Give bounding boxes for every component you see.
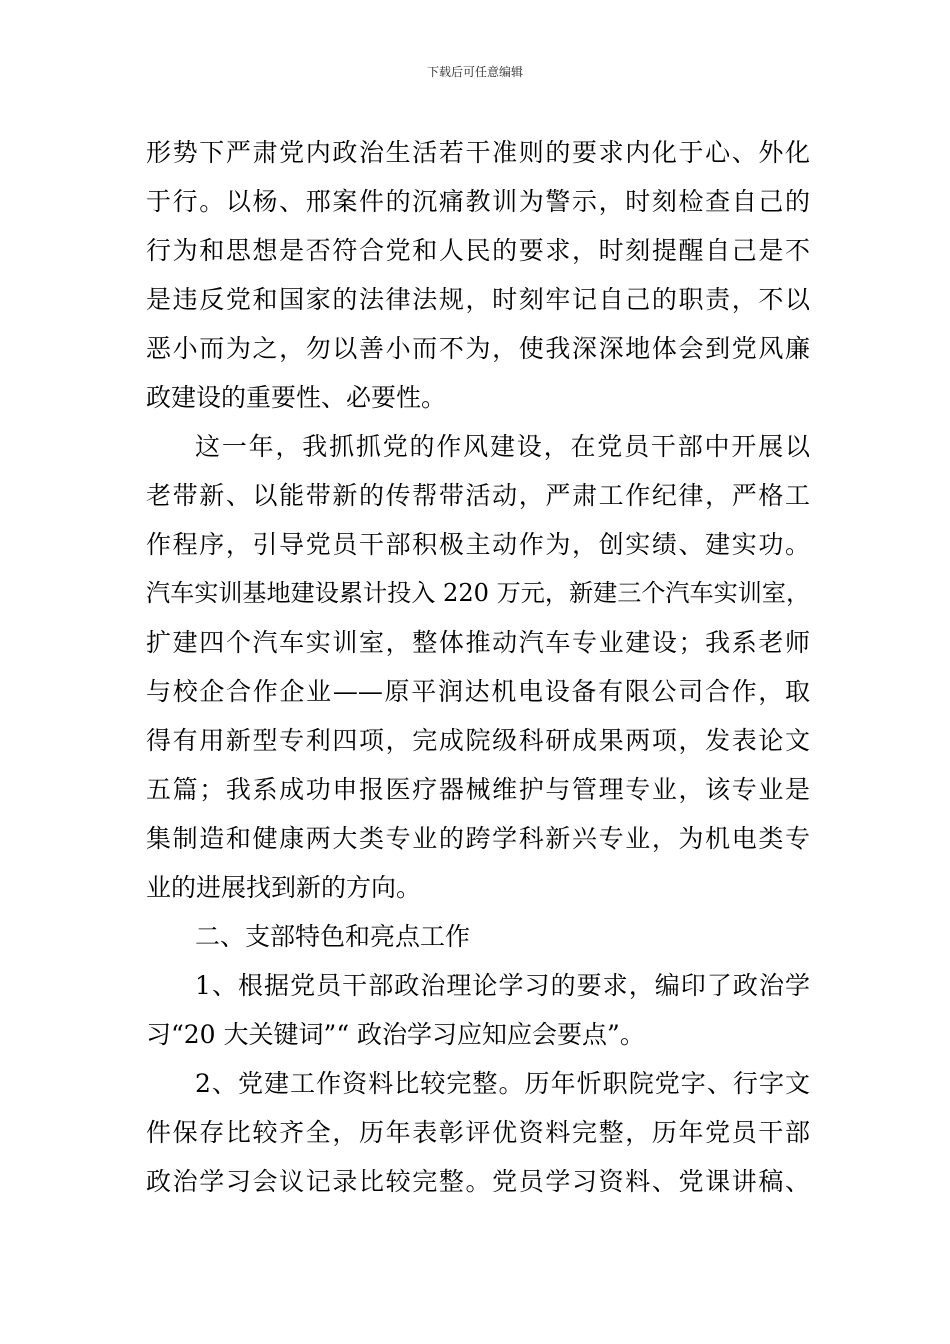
text-line: 习“20 大关键词”“ 政治学习应知应会要点”。 (146, 1020, 645, 1049)
text-line: 作程序，引导党员干部积极主动作为，创实绩、建实功。 (146, 530, 810, 559)
page-header: 下载后可任意编辑 (426, 65, 523, 79)
text-line: 行为和思想是否符合党和人民的要求，时刻提醒自己是不 (146, 236, 810, 265)
text-line: 件保存比较齐全，历年表彰评优资料完整，历年党员干部 (146, 1118, 810, 1147)
section-heading: 二、支部特色和亮点工作 (195, 922, 471, 951)
text-line: 汽车实训基地建设累计投入 220 万元，新建三个汽车实训室， (146, 579, 811, 607)
text-line: 恶小而为之，勿以善小而不为，使我深深地体会到党风廉 (146, 334, 810, 363)
text-line: 老带新、以能带新的传帮带活动，严肃工作纪律，严格工 (146, 481, 810, 510)
text-line: 业的进展找到新的方向。 (146, 873, 422, 902)
text-line: 政治学习会议记录比较完整。党员学习资料、党课讲稿、 (146, 1167, 810, 1196)
text-line: 集制造和健康两大类专业的跨学科新兴专业，为机电类专 (146, 824, 810, 853)
text-line: 2、党建工作资料比较完整。历年忻职院党字、行字文 (195, 1069, 810, 1098)
text-line: 形势下严肃党内政治生活若干准则的要求内化于心、外化 (146, 138, 810, 167)
text-line: 这一年，我抓抓党的作风建设，在党员干部中开展以 (195, 432, 810, 461)
text-line: 1、根据党员干部政治理论学习的要求，编印了政治学 (195, 971, 810, 1000)
text-line: 与校企合作企业——原平润达机电设备有限公司合作，取 (146, 677, 810, 706)
text-line: 政建设的重要性、必要性。 (146, 383, 447, 412)
text-line: 于行。以杨、邢案件的沉痛教训为警示，时刻检查自己的 (146, 187, 810, 216)
document-body (146, 128, 810, 1206)
text-line: 五篇；我系成功申报医疗器械维护与管理专业，该专业是 (146, 775, 810, 804)
text-line: 是违反党和国家的法律法规，时刻牢记自己的职责，不以 (146, 285, 810, 314)
text-line: 得有用新型专利四项，完成院级科研成果两项，发表论文 (146, 726, 810, 755)
text-line: 扩建四个汽车实训室，整体推动汽车专业建设；我系老师 (146, 628, 810, 657)
